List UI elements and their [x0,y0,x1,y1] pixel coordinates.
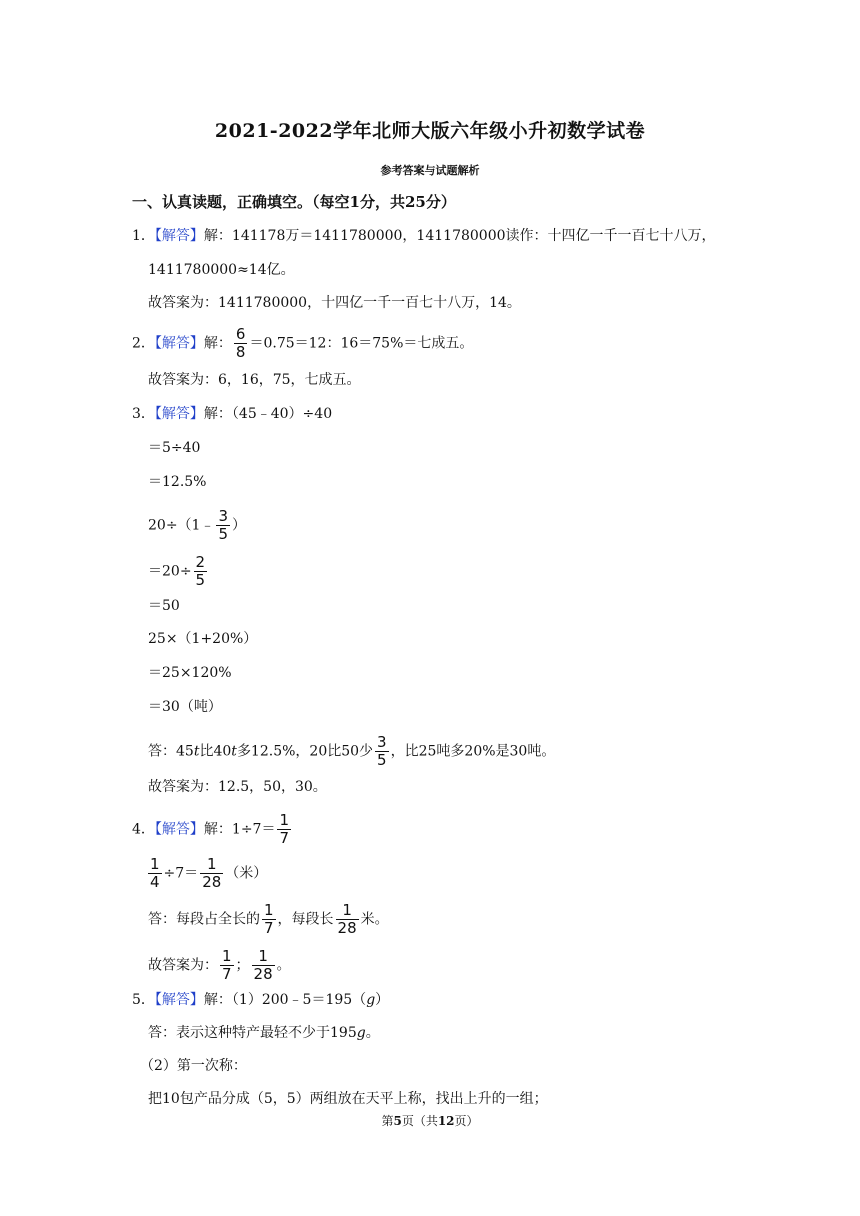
question-number: 4． [132,821,155,838]
fraction [252,948,275,983]
q1-line-2: 1411780000≈14亿。 [148,262,295,278]
fraction-numerator: 1 [342,901,352,919]
q5-text: 答：表示这种特产最轻不少于195 [148,1025,357,1041]
q3-text: 多12.5%，20比50少 [236,743,374,760]
fraction-denominator: 7 [264,919,274,937]
page-footer [0,1112,860,1129]
fraction [200,856,223,891]
question-number: 5． [132,992,155,1008]
solution-label: 【解答】 [154,228,204,244]
q3-line-6: ＝50 [148,598,180,614]
q4-answer [148,948,291,983]
question-number: 1． [132,228,155,244]
fraction [216,508,230,543]
fraction-denominator: 28 [253,965,273,983]
q3-text: ＝20÷ [148,563,192,580]
q4-text: ，每段长 [277,911,334,928]
q4-text: 米。 [360,911,389,928]
q5-text: ） [375,992,390,1008]
q4-text: 故答案为： [148,957,218,974]
fraction-denominator: 28 [202,873,222,891]
q3-line-4 [148,508,246,543]
q3-text: 答：45 [148,743,194,760]
footer-text: 页（共 [401,1114,438,1128]
q3-statement [148,734,555,769]
q3-line-8: ＝25×120% [148,665,232,681]
fraction-numerator: 1 [258,947,268,965]
fraction-denominator: 7 [222,965,232,983]
unit-t: t [193,743,200,760]
fraction-numerator: 2 [195,553,206,571]
fraction-numerator: 1 [150,855,160,873]
page-number: 5 [393,1114,402,1128]
fraction-denominator: 7 [279,829,290,847]
q5-line-2 [148,1023,380,1043]
fraction-denominator: 5 [195,571,206,589]
q2-text: 解： [203,335,232,352]
fraction-numerator: 3 [377,733,387,751]
fraction [194,554,208,589]
fraction [220,948,234,983]
q4-text: （米） [225,865,268,882]
question-number: 3． [132,406,155,422]
section-heading: 一、认真读题，正确填空。（每空1分，共25分） [132,193,456,211]
q1-answer: 故答案为：1411780000，十四亿一千一百七十八万，14。 [148,295,521,311]
q3-text: ） [232,517,246,534]
q5-text: 解：（1）200﹣5＝195（ [203,992,367,1008]
fraction-numerator: 3 [218,507,228,525]
q3-text: 比40 [199,743,232,760]
q4-line-1 [132,812,293,847]
q4-line-2 [146,856,267,891]
fraction-numerator: 1 [222,947,232,965]
q5-text: 。 [365,1025,380,1041]
q1-line-1 [132,226,716,246]
fraction-numerator: 1 [206,855,217,873]
q5-line-3: （2）第一次称： [140,1058,247,1074]
page-total: 12 [437,1114,455,1128]
q4-text: 解：1÷7＝ [203,821,276,838]
page-subtitle: 参考答案与试题解析 [380,164,480,177]
q4-text: ； [235,957,250,974]
q3-line-5 [148,554,209,589]
fraction [148,856,162,891]
footer-text: 页） [454,1114,479,1128]
fraction-numerator: 1 [279,811,290,829]
fraction-denominator: 5 [377,751,387,769]
q5-line-4: 把10包产品分成（5，5）两组放在天平上称，找出上升的一组； [148,1091,548,1107]
q3-text: 20÷（1﹣ [148,517,215,534]
q5-line-1 [132,990,389,1010]
fraction-numerator: 6 [235,325,246,343]
q4-text: 。 [276,957,291,974]
solution-label: 【解答】 [154,992,204,1008]
unit-g: g [366,992,376,1008]
fraction [375,734,389,769]
fraction [277,812,291,847]
solution-label: 【解答】 [154,821,204,838]
question-number: 2． [132,335,155,352]
q3-line-1 [132,404,332,424]
q4-text: ÷7＝ [163,865,199,882]
fraction-numerator: 1 [264,901,274,919]
fraction-denominator: 28 [337,919,357,937]
q2-answer: 故答案为：6，16，75，七成五。 [148,372,361,388]
unit-g: g [356,1025,366,1041]
q3-answer: 故答案为：12.5，50，30。 [148,779,327,795]
q3-text: ，比25吨多20%是30吨。 [390,743,556,760]
q3-line-2: ＝5÷40 [148,440,201,456]
fraction [336,902,359,937]
q3-line-9: ＝30（吨） [148,699,222,715]
fraction [234,326,248,361]
q1-text: 解：141178万＝1411780000，1411780000读作：十四亿一千一百七十八万， [203,228,716,244]
fraction-denominator: 5 [218,525,228,543]
q2-text: ＝0.75＝12：16＝75%＝七成五。 [249,335,474,352]
q2-line-1 [132,326,473,361]
q4-text: 答：每段占全长的 [148,911,260,928]
solution-label: 【解答】 [154,406,204,422]
q3-line-7: 25×（1+20%） [148,631,258,647]
fraction-denominator: 4 [150,873,160,891]
fraction-denominator: 8 [235,343,246,361]
q4-statement [148,902,389,937]
unit-t: t [231,743,237,760]
q3-line-3: ＝12.5% [148,474,207,490]
page-title: 2021-2022学年北师大版六年级小升初数学试卷 [214,120,646,142]
fraction [262,902,276,937]
solution-label: 【解答】 [154,335,204,352]
footer-text: 第 [381,1114,394,1128]
q3-text: 解：（45﹣40）÷40 [203,406,333,422]
